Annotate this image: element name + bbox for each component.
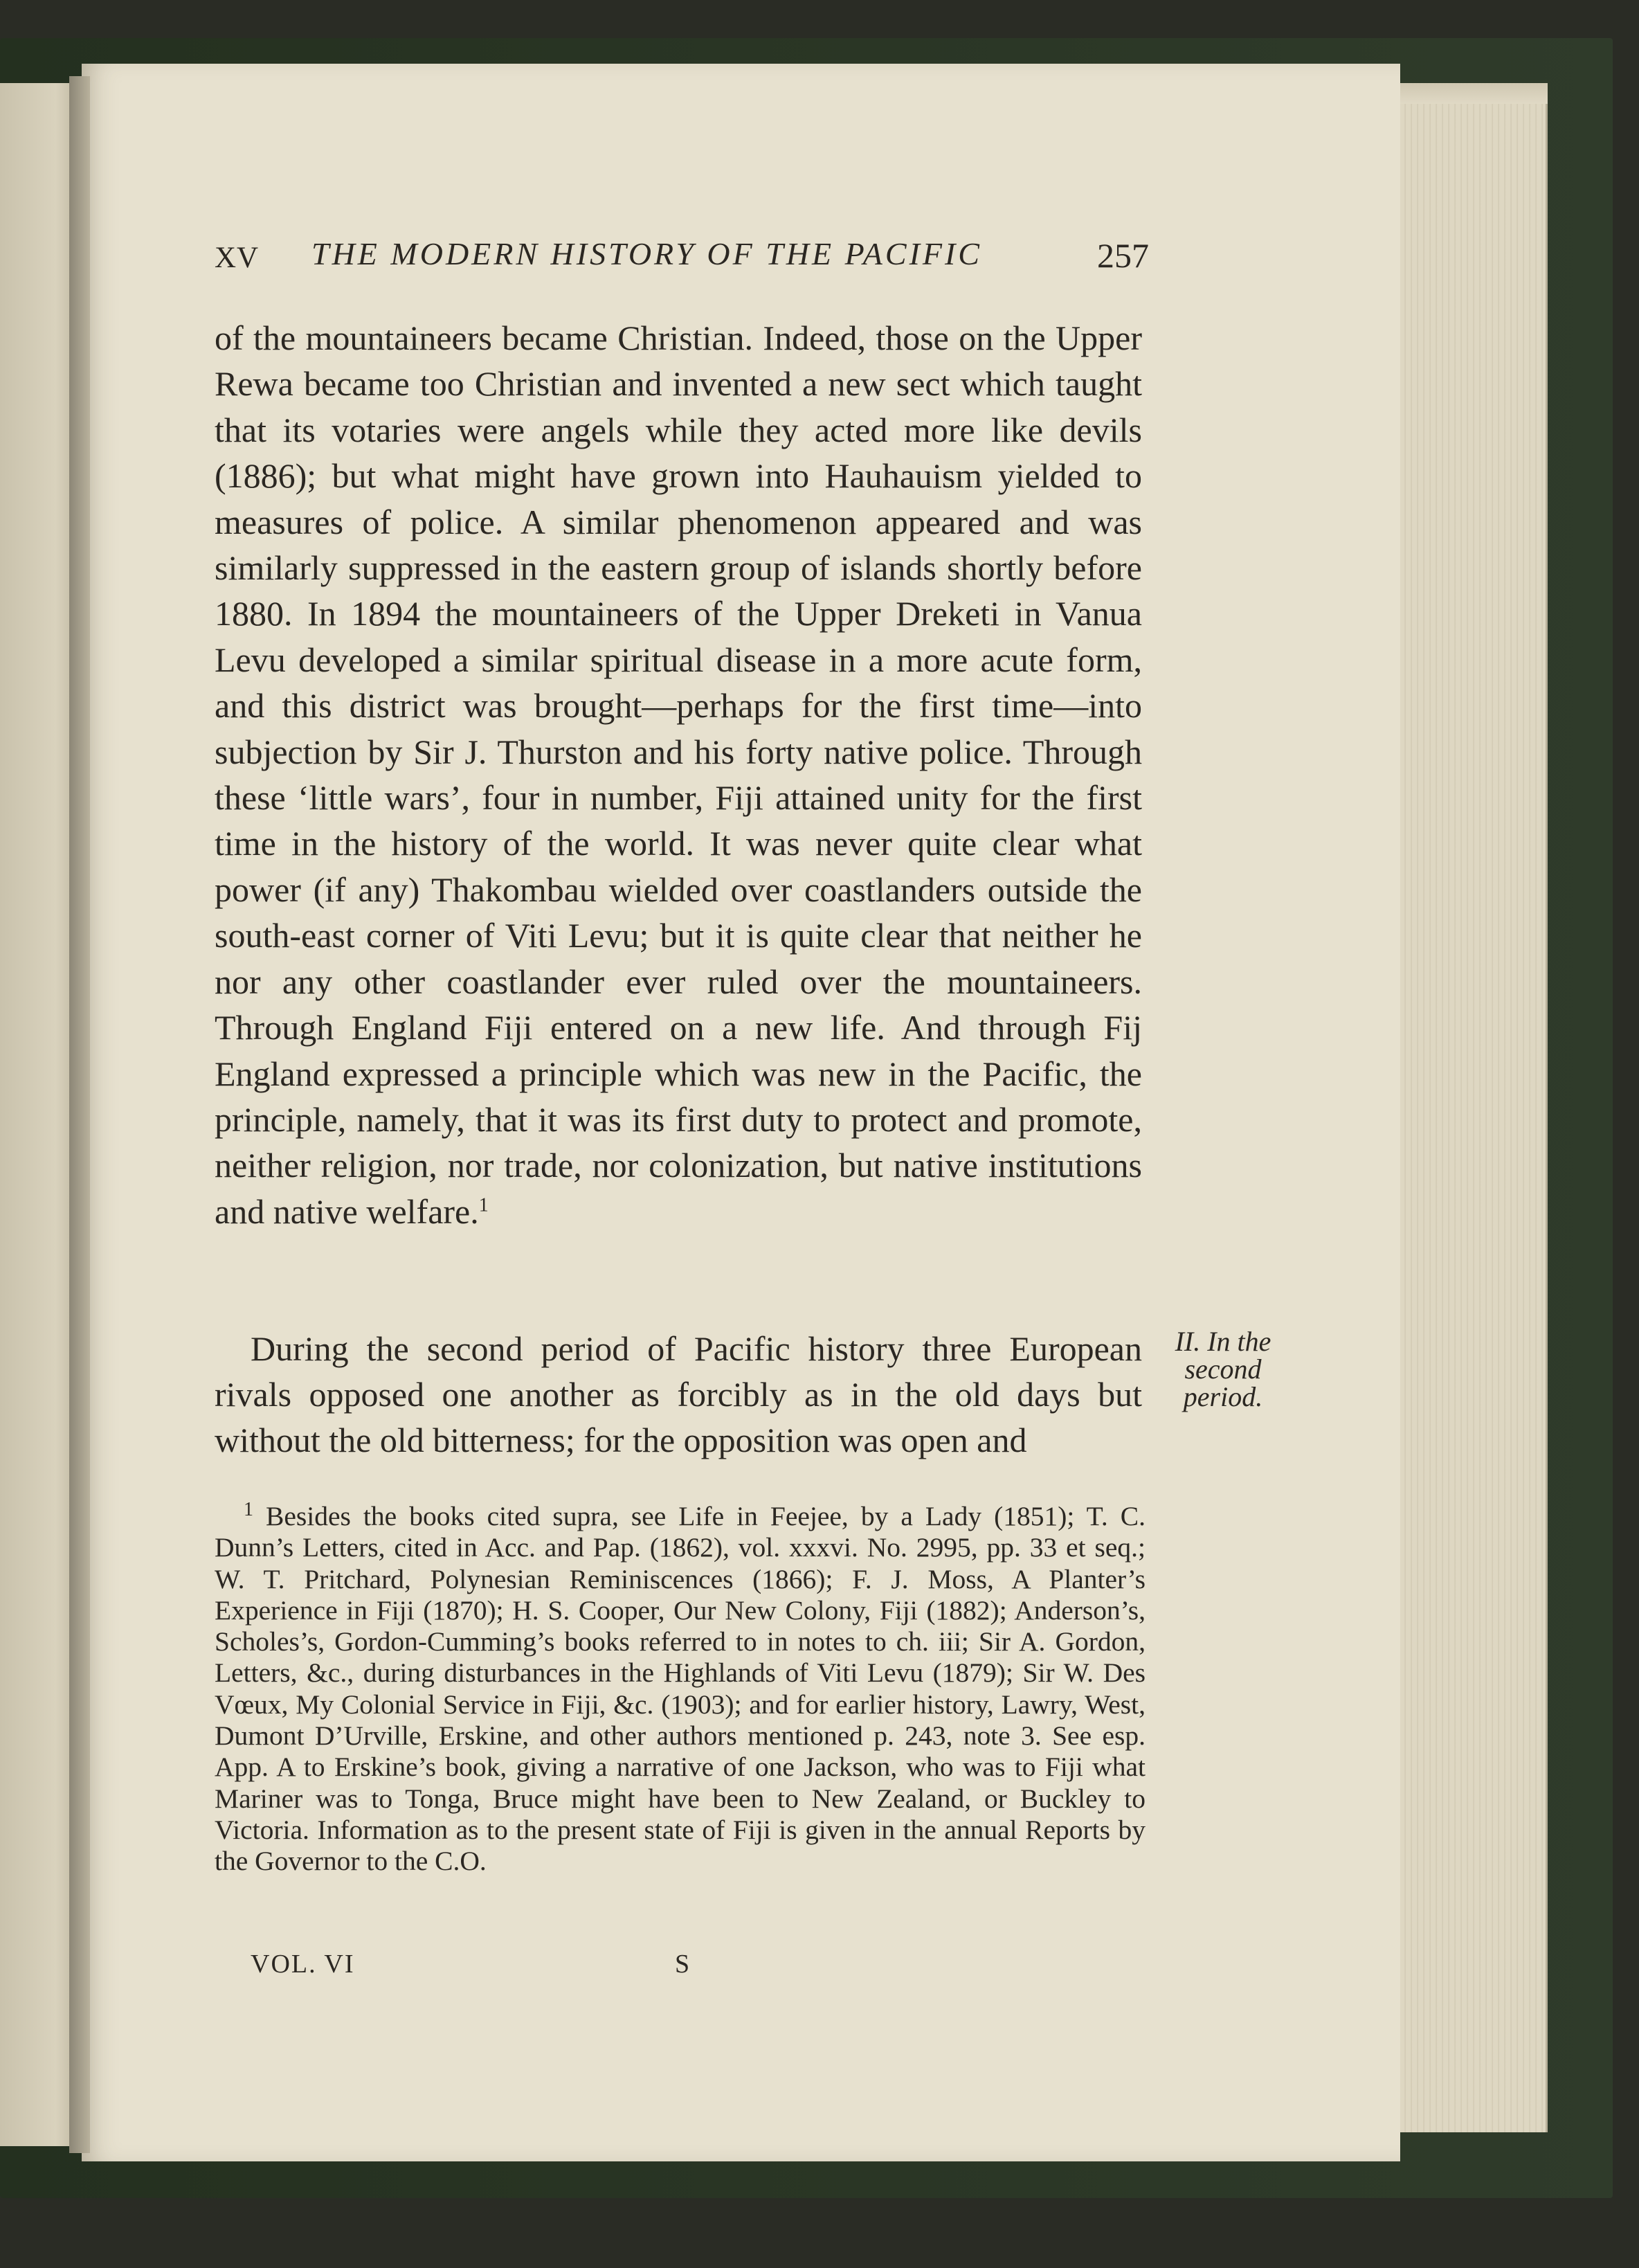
book-gutter: [69, 76, 90, 2153]
body-paragraph-2: During the second period of Pacific history three European rivals opposed one another as forcibly as in the old days but without the old bitterness; for the opposition was open and: [215, 1329, 1142, 1459]
page-block-edge: [1400, 83, 1548, 2132]
footnote-marker: 1: [244, 1498, 253, 1520]
marginal-note: [1150, 1328, 1296, 1411]
page-block-top: [1400, 83, 1548, 104]
running-title: THE MODERN HISTORY OF THE PACIFIC: [311, 236, 982, 271]
marginal-note-line-1: II. In the: [1175, 1326, 1271, 1357]
volume-label: VOL. VI: [251, 1950, 355, 1979]
left-page-edge: [0, 83, 80, 2146]
signature-mark: S: [675, 1950, 691, 1979]
marginal-note-line-2: second: [1184, 1353, 1262, 1385]
page-number: 257: [1097, 236, 1149, 275]
footnote-text: Besides the books cited supra, see Life in Feejee, by a Lady (1851); T. C. Dunn’s Letters, cited in Acc. and Pap. (1862), vol. xxxvi. No. 2995, pp. 33 et seq.; W. T. Pritchard, Polynesian Reminiscences (1866); F. J. Moss, A Planter’s Experience in Fiji (1870); H. S. Cooper, Our New Colony, Fiji (1882); Anderson’s, Scholes’s, Gordon-Cumming’s books referred to in notes to ch. iii; Sir A. Gordon, Letters, &c., during disturbances in the Highlands of Viti Levu (1879); Sir W. Des Vœux, My Colonial Service in Fiji, &c. (1903); and for earlier history, Lawry, West, Dumont D’Urville, Erskine, and other authors mentioned p. 243, note 3. See esp. App. A to Erskine’s book, giving a narrative of one Jackson, who was to Fiji what Mariner was to Tonga, Bruce might have been to New Zealand, or Buckley to Victoria. Information as to the present state of Fiji is given in the annual Reports by the Governor to the C.O.: [215, 1501, 1146, 1877]
signature-line: [215, 1949, 1142, 1987]
body-paragraph-1: [215, 315, 1142, 1234]
footnote-reference: 1: [478, 1194, 489, 1216]
footnote: [215, 1498, 1146, 1878]
running-head: [215, 235, 1149, 284]
marginal-note-line-3: period.: [1183, 1381, 1263, 1412]
chapter-number: XV: [215, 242, 260, 274]
paragraph-1-text: of the mountaineers became Christian. Indeed, those on the Upper Rewa became too Christian and invented a new sect which taught that its votaries were angels while they acted more like devils (1886); but what might have grown into Hauhauism yielded to measures of police. A similar phenomenon appeared and was similarly suppressed in the eastern group of islands shortly before 1880. In 1894 the mountaineers of the Upper Dreketi in Vanua Levu developed a similar spiritual disease in a more acute form, and this district was brought—perhaps for the first time—into subjection by Sir J. Thurston and his forty native police. Through these ‘little wars’, four in number, Fiji attained unity for the first time in the history of the world. It was never quite clear what power (if any) Thakombau wielded over coastlanders outside the south-east corner of Viti Levu; but it is quite clear that neither he nor any other coastlander ever ruled over the mountaineers. Through England Fiji entered on a new life. And through Fij England expressed a principle which was new in the Pacific, the principle, namely, that it was its first duty to protect and promote, neither religion, nor trade, nor colonization, but native institutions and native welfare.: [215, 318, 1142, 1231]
